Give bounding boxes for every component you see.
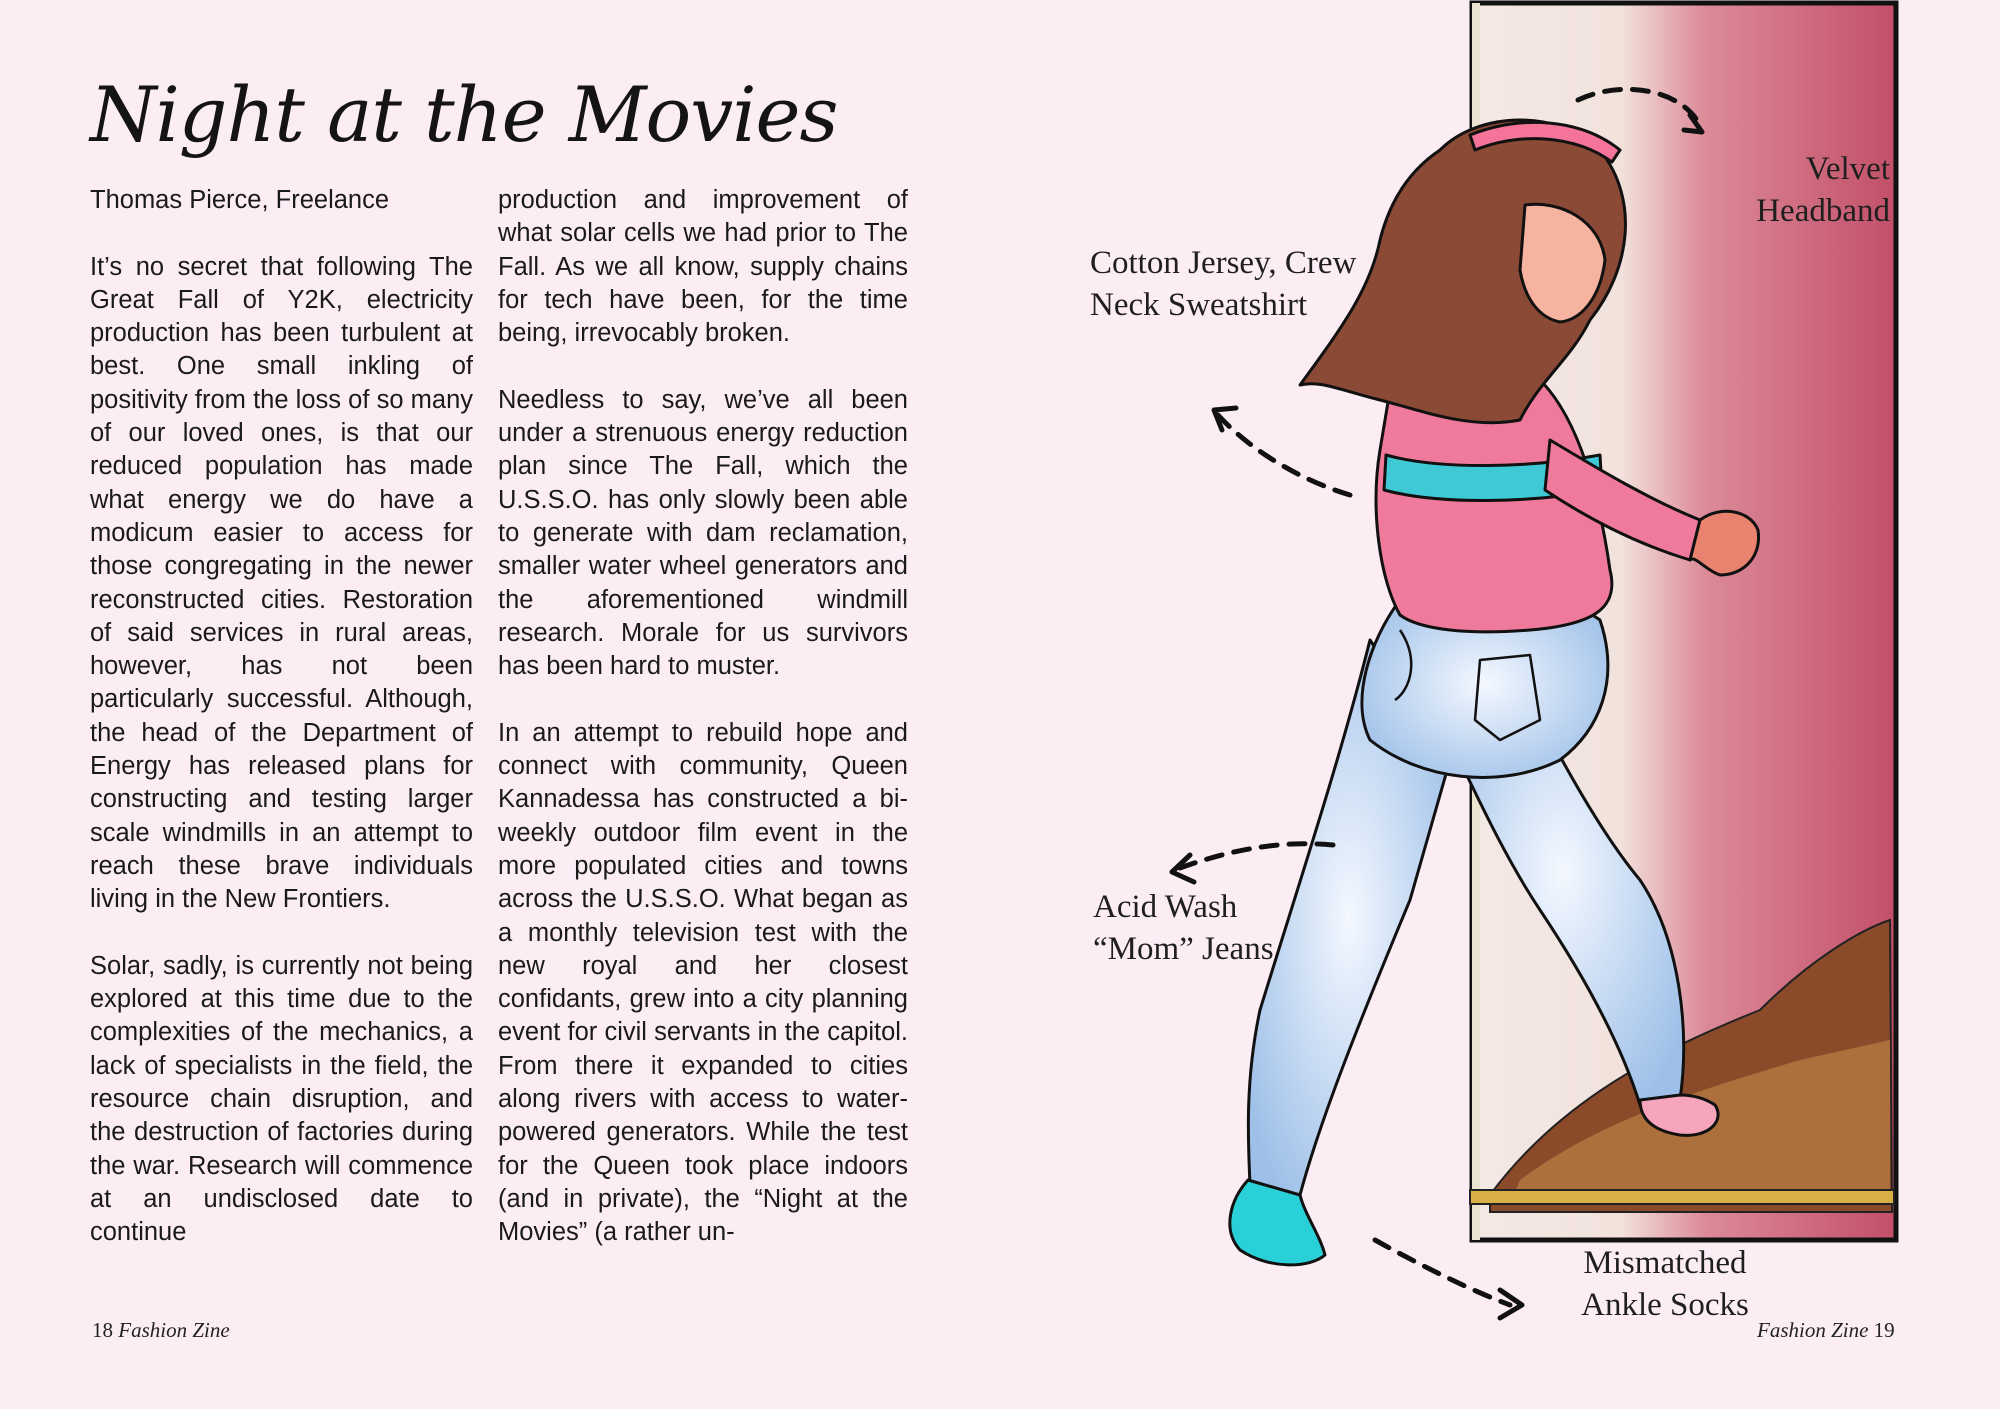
paragraph: production and improvement of what solar cells we had prior to The Fall. As we all know, supply chains for tech have been, for the time being, irrevocably broken.: [498, 186, 908, 348]
arrow-sweatshirt: [1218, 415, 1350, 495]
page-number: 18: [92, 1318, 113, 1342]
label-headband: Velvet Headband: [1756, 151, 1890, 229]
publication-name: Fashion Zine: [1757, 1318, 1869, 1342]
page-number: 19: [1873, 1318, 1895, 1342]
paragraph: Needless to say, we’ve all been under a strenuous energy reduction plan since The Fall, which the U.S.S.O. has only slowly been able to generate with dam reclamation, smaller water wheel generators and the aforementioned windmill research. Morale for us survivors has been hard to muster.: [498, 385, 908, 681]
byline: Thomas Pierce, Freelance: [90, 186, 390, 214]
paragraph: It’s no secret that following The Great Fall of Y2K, electricity production has been turbulent at best. One small inkling of positivity from the loss of so many of our loved ones, is that our reduced population has made what energy we do have a modicum easier to access for those congregating in the newer reconstructed cities. Restoration of said services in rural areas, however, has not been particularly successful. Although, the head of the Department of Energy has released plans for constructing and testing larger scale windmills in an attempt to reach these brave individuals living in the New Frontiers.: [90, 252, 473, 914]
label-socks: Mismatched Ankle Socks: [1581, 1245, 1749, 1323]
paragraph: In an attempt to rebuild hope and connect with community, Queen Kannadessa has constructed a bi-weekly outdoor film event in the more populated cities and towns across the U.S.S.O. What began as a monthly television test with the new royal and her closest confidants, grew into a city planning event for civil servants in the capitol. From there it expanded to cities along rivers with access to water-powered generators. While the test for the Queen took place indoors (and in private), the “Night at the Movies” (a rather un-: [498, 718, 908, 1247]
article-title: Night at the Movies: [90, 70, 838, 159]
label-jeans: Acid Wash “Mom” Jeans: [1093, 889, 1274, 967]
publication-name: Fashion Zine: [118, 1318, 230, 1342]
blue-sock: [1230, 1180, 1325, 1265]
label-sweatshirt: Cotton Jersey, Crew Neck Sweatshirt: [1090, 245, 1357, 323]
arrow-socks: [1375, 1240, 1510, 1305]
paragraph: Solar, sadly, is currently not being explored at this time due to the complexities of the mechanics, a lack of specialists in the field, the resource chain disruption, and the destruction of factories during the war. Research will commence at an undisclosed date to continue: [90, 951, 473, 1247]
